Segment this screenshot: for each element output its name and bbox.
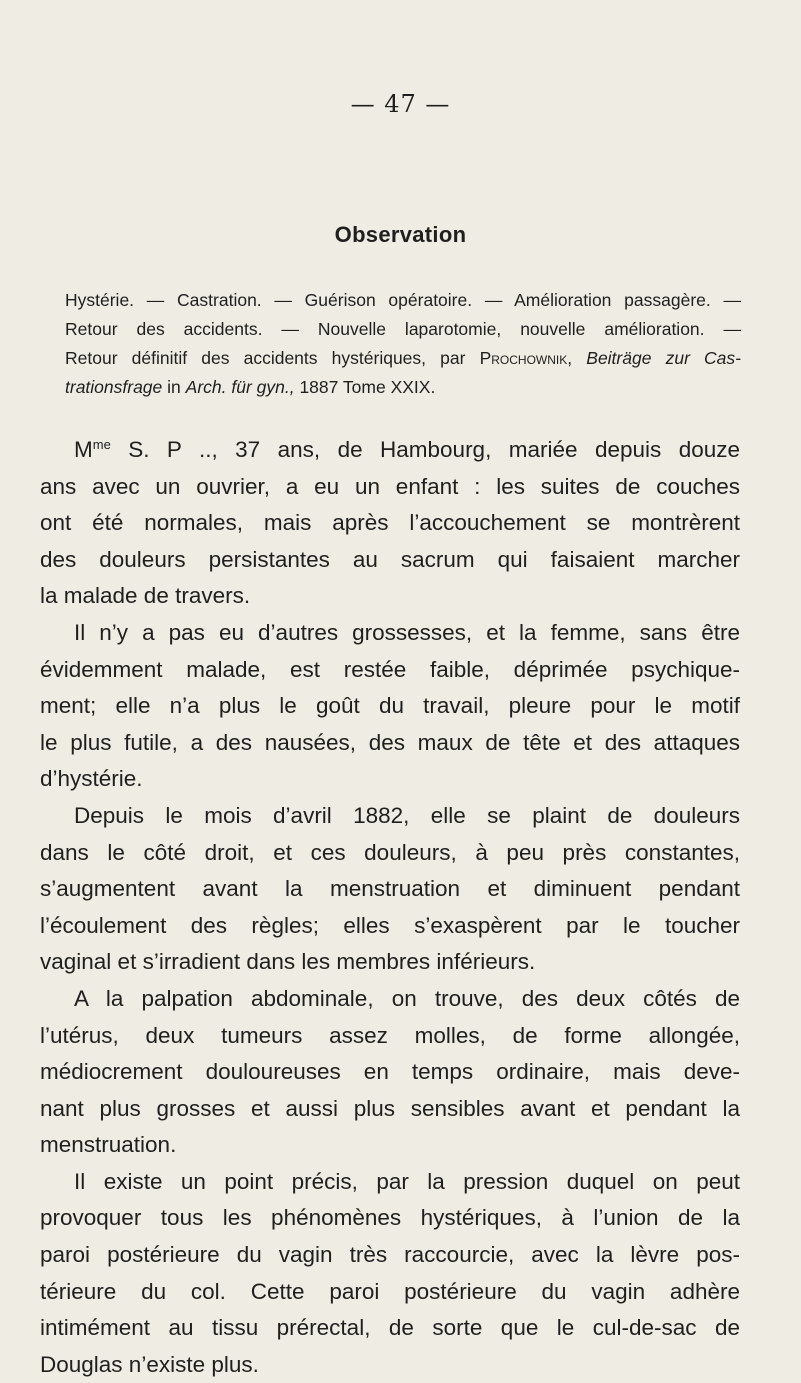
body-line bbox=[40, 432, 740, 469]
patient-title-sup: me bbox=[92, 437, 111, 452]
body-line: s’augmentent avant la menstruation et diminuent pendant bbox=[40, 876, 740, 902]
page-number: — 47 — bbox=[350, 90, 451, 118]
body-line: ans avec un ouvrier, a eu un enfant : les suites de couches bbox=[40, 473, 740, 499]
work-title-cont: trationsfrage bbox=[65, 377, 163, 397]
patient-title bbox=[74, 437, 111, 462]
body-line: Douglas n’existe plus. bbox=[40, 1351, 259, 1377]
summary-line: Retour des accidents. — Nouvelle laparotomie, nouvelle amélioration. — bbox=[65, 319, 741, 339]
body-line: intimément au tissu prérectal, de sorte que le cul-de-sac de bbox=[40, 1315, 740, 1341]
body-line: Il existe un point précis, par la pression duquel on peut bbox=[74, 1168, 740, 1194]
body-line: vaginal et s’irradient dans les membres inférieurs. bbox=[40, 949, 536, 975]
body-line: ont été normales, mais après l’accouchement se montrèrent bbox=[40, 510, 740, 536]
body-line: ment; elle n’a plus le goût du travail, pleure pour le motif bbox=[40, 693, 740, 719]
citation: 1887 Tome XXIX. bbox=[294, 377, 436, 397]
summary-line bbox=[65, 373, 741, 402]
body-line: d’hystérie. bbox=[40, 766, 143, 792]
body-line: menstruation. bbox=[40, 1132, 177, 1158]
author-name: Prochownik, bbox=[479, 348, 573, 368]
summary-in: in bbox=[162, 377, 186, 397]
section-title: Observation bbox=[334, 222, 467, 247]
patient-title-prefix: M bbox=[74, 437, 93, 462]
body-line: Depuis le mois d’avril 1882, elle se plaint de douleurs bbox=[74, 802, 740, 828]
body-line: provoquer tous les phénomènes hystériques, à l’union de la bbox=[40, 1205, 740, 1231]
body-line: nant plus grosses et aussi plus sensibles avant et pendant la bbox=[40, 1095, 740, 1121]
body-line: paroi postérieure du vagin très raccourcie, avec la lèvre pos- bbox=[40, 1242, 740, 1268]
summary-abstract bbox=[65, 286, 741, 402]
summary-line: Hystérie. — Castration. — Guérison opératoire. — Amélioration passagère. — bbox=[65, 290, 741, 310]
summary-line bbox=[65, 344, 741, 373]
body-text bbox=[40, 432, 740, 1383]
body-line: le plus futile, a des nausées, des maux de tête et des attaques bbox=[40, 729, 740, 755]
summary-line-text: Retour définitif des accidents hystériques, par bbox=[65, 348, 480, 368]
body-line: des douleurs persistantes au sacrum qui faisaient marcher bbox=[40, 546, 740, 572]
body-line: la malade de travers. bbox=[40, 583, 251, 609]
body-line: l’écoulement des règles; elles s’exaspèrent par le toucher bbox=[40, 912, 740, 938]
body-line: l’utérus, deux tumeurs assez molles, de forme allongée, bbox=[40, 1022, 740, 1048]
body-line: médiocrement douloureuses en temps ordinaire, mais deve- bbox=[40, 1059, 740, 1085]
body-line: Il n’y a pas eu d’autres grossesses, et la femme, sans être bbox=[74, 619, 740, 645]
body-line: dans le côté droit, et ces douleurs, à peu près constantes, bbox=[40, 839, 740, 865]
work-title: Beiträge zur Cas- bbox=[586, 348, 741, 368]
body-line: évidemment malade, est restée faible, déprimée psychique- bbox=[40, 656, 740, 682]
body-line: térieure du col. Cette paroi postérieure du vagin adhère bbox=[40, 1278, 740, 1304]
journal-name: Arch. für gyn., bbox=[185, 377, 295, 397]
body-line-text: S. P .., 37 ans, de Hambourg, mariée depuis douze bbox=[110, 437, 740, 462]
body-line: A la palpation abdominale, on trouve, des deux côtés de bbox=[74, 985, 740, 1011]
